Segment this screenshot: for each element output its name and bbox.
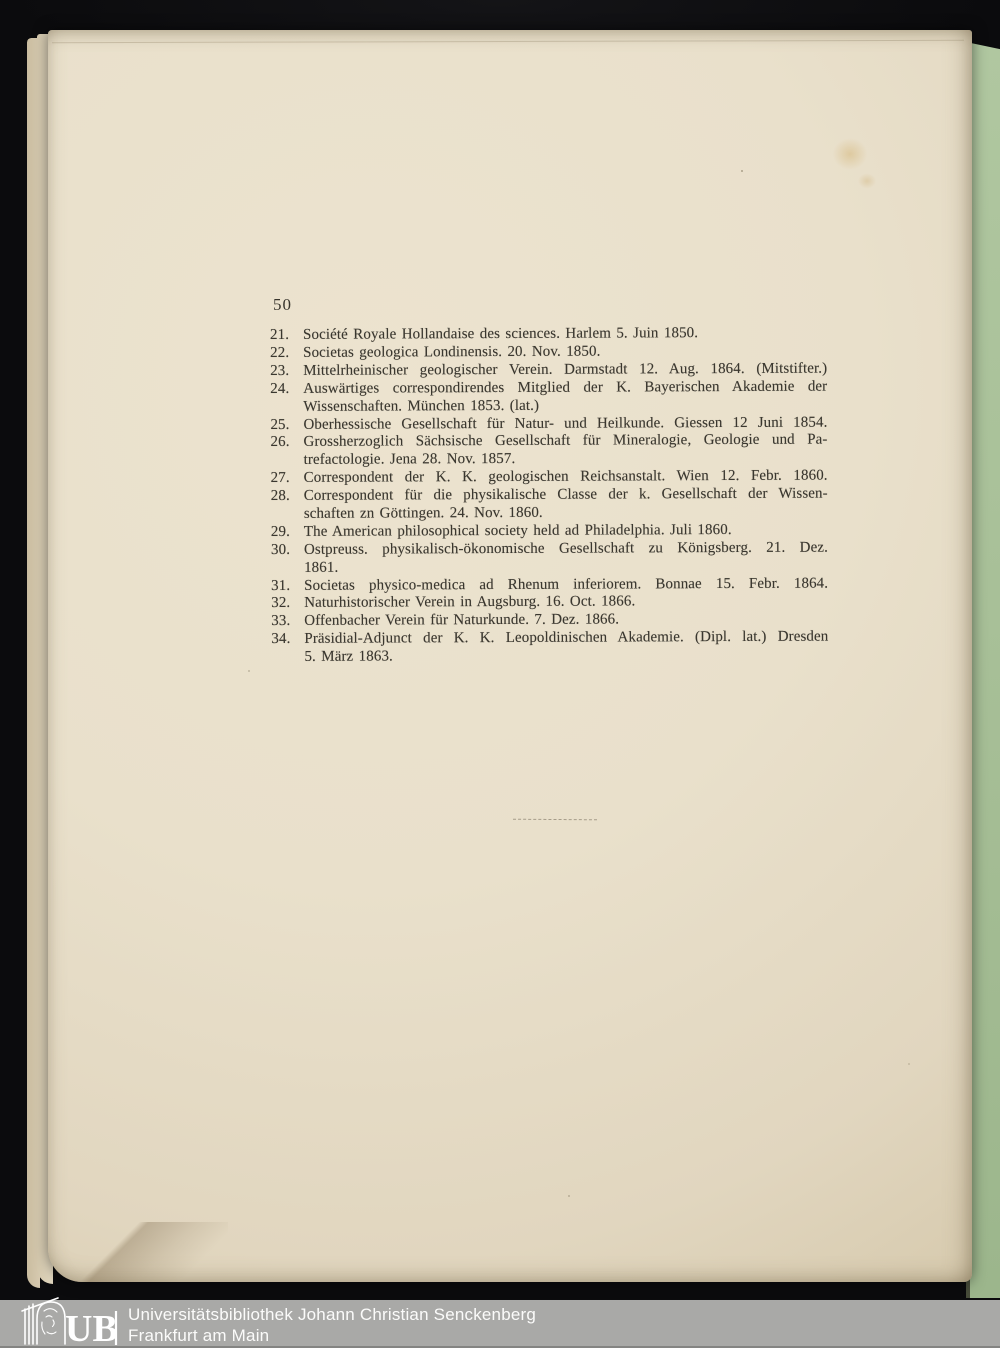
item-number: 31.: [271, 577, 291, 594]
item-text-line: The American philosophical society held ad Philadelphia. Juli 1860.: [303, 521, 732, 540]
item-text-line: Societas physico-medica ad Rhenum inferiorem. Bonnae 15. Febr. 1864.: [304, 575, 829, 594]
item-text-line: 5. März 1863.: [304, 648, 393, 666]
item-number: 29.: [270, 523, 290, 540]
list-item: [271, 486, 828, 524]
paper-specks: [741, 170, 743, 172]
item-text-line: Grossherzoglich Sächsische Gesellschaft für Mineralogie, Geologie und Pa-: [303, 431, 828, 451]
paper-crease: [52, 40, 964, 43]
item-text-line: Mittelrheinischer geologischer Verein. Darmstadt 12. Aug. 1864. (Mitstifter.): [303, 360, 828, 379]
list-item: [271, 629, 828, 667]
item-text-line: Société Royale Hollandaise des sciences. Harlem 5. Juin 1850.: [302, 325, 699, 343]
item-number: 27.: [270, 470, 290, 487]
membership-list: [270, 325, 828, 668]
page-number: 50: [273, 295, 292, 314]
item-text-line: Correspondent der K. K. geologischen Reichsanstalt. Wien 12. Febr. 1860.: [303, 467, 828, 487]
item-text-line: Oberhessische Gesellschaft für Natur- und Heilkunde. Giessen 12 Juni 1854.: [303, 414, 828, 433]
item-number: 34.: [271, 631, 291, 648]
item-text-line: Offenbacher Verein für Naturkunde. 7. Dez. 1866.: [304, 611, 620, 630]
corner-fold-shadow: [48, 1222, 228, 1282]
library-name: Universitätsbibliothek Johann Christian Senckenberg: [128, 1305, 537, 1324]
item-number: 24.: [270, 380, 290, 397]
item-text-line: trefactologie. Jena 28. Nov. 1857.: [303, 451, 516, 469]
item-text-line: Auswärtiges correspondirendes Mitglied der K. Bayerischen Akademie der: [303, 378, 828, 397]
item-number: 23.: [270, 362, 290, 379]
item-text-line: Wissenschaften. München 1853. (lat.): [303, 397, 540, 415]
library-footer-bar: [0, 1300, 1000, 1348]
item-text-line: schaften zn Göttingen. 24. Nov. 1860.: [303, 504, 543, 522]
item-number: 33.: [271, 613, 291, 630]
list-item: [271, 539, 828, 577]
item-text-line: Ostpreuss. physikalisch-ökonomische Gesellschaft zu Königsberg. 21. Dez.: [303, 539, 829, 558]
book-page: [48, 30, 972, 1282]
item-number: 30.: [270, 541, 291, 558]
item-text-line: Präsidial-Adjunct der K. K. Leopoldinischen Akademie. (Dipl. lat.) Dresden: [304, 628, 829, 648]
list-item: [270, 432, 827, 470]
item-number: 32.: [271, 595, 291, 612]
item-number: 26.: [270, 434, 290, 451]
goethe-portrait-icon: [42, 1309, 57, 1334]
paper-stain: [854, 170, 880, 192]
item-text-line: Naturhistorischer Verein in Augsburg. 16. Oct. 1866.: [304, 593, 636, 612]
item-number: 28.: [270, 487, 290, 505]
list-item: [270, 378, 827, 416]
item-number: 21.: [270, 326, 290, 343]
dashed-divider: [513, 819, 597, 821]
item-text-line: Correspondent für die physikalische Classe der k. Gesellschaft der Wissen-: [303, 485, 828, 504]
library-city: Frankfurt am Main: [128, 1326, 270, 1345]
logo-letters: UB: [65, 1308, 118, 1348]
item-text-line: 1861.: [304, 559, 339, 576]
item-number: 25.: [270, 416, 290, 433]
item-number: 22.: [270, 344, 290, 361]
ub-logo: [22, 1296, 122, 1348]
item-text-line: Societas geologica Londinensis. 20. Nov. 1850.: [303, 343, 601, 361]
